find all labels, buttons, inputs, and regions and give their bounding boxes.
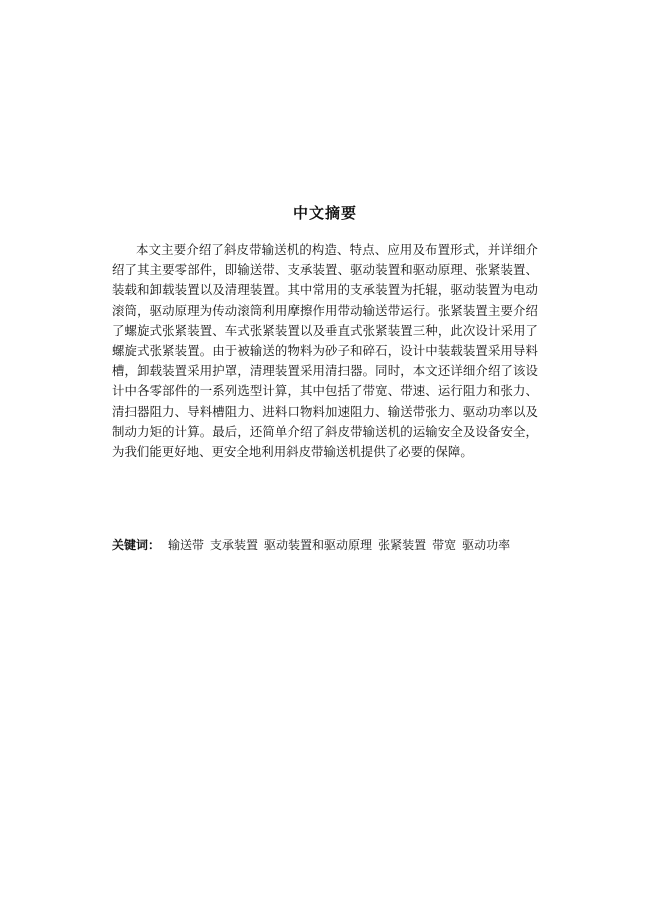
keywords-label: 关键词： bbox=[112, 538, 161, 552]
abstract-paragraph: 本文主要介绍了斜皮带输送机的构造、特点、应用及布置形式，并详细介绍了其主要零部件，即输送带、支承装置、驱动装置和驱动原理、张紧装置、装载和卸载装置以及清理装置。其中常用的支承装置为托辊，驱动装置为电动滚筒，驱动原理为传动滚筒利用摩擦作用带动输送带运行。张紧装置主要介绍了螺旋式张紧装置、车式张紧装置以及垂直式张紧装置三种，此次设计采用了螺旋式张紧装置。由于被输送的物料为砂子和碎石，设计中装载装置采用导料槽，卸载装置采用护罩，清理装置采用清扫器。同时，本文还详细介绍了该设计中各零部件的一系列选型计算，其中包括了带宽、带速、运行阻力和张力、清扫器阻力、导料槽阻力、进料口物料加速阻力、输送带张力、驱动功率以及制动力矩的计算。最后，还简单介绍了斜皮带输送机的运输安全及设备安全，为我们能更好地、更安全地利用斜皮带输送机提供了必要的保障。 bbox=[112, 242, 538, 460]
keywords-line bbox=[112, 536, 552, 554]
keyword: 驱动功率 bbox=[462, 538, 511, 552]
keyword: 支承装置 bbox=[210, 538, 259, 552]
keyword: 驱动装置和驱动原理 bbox=[264, 538, 373, 552]
page-title: 中文摘要 bbox=[292, 204, 357, 222]
keyword: 带宽 bbox=[432, 538, 457, 552]
keyword: 张紧装置 bbox=[378, 538, 427, 552]
keyword: 输送带 bbox=[168, 538, 205, 552]
